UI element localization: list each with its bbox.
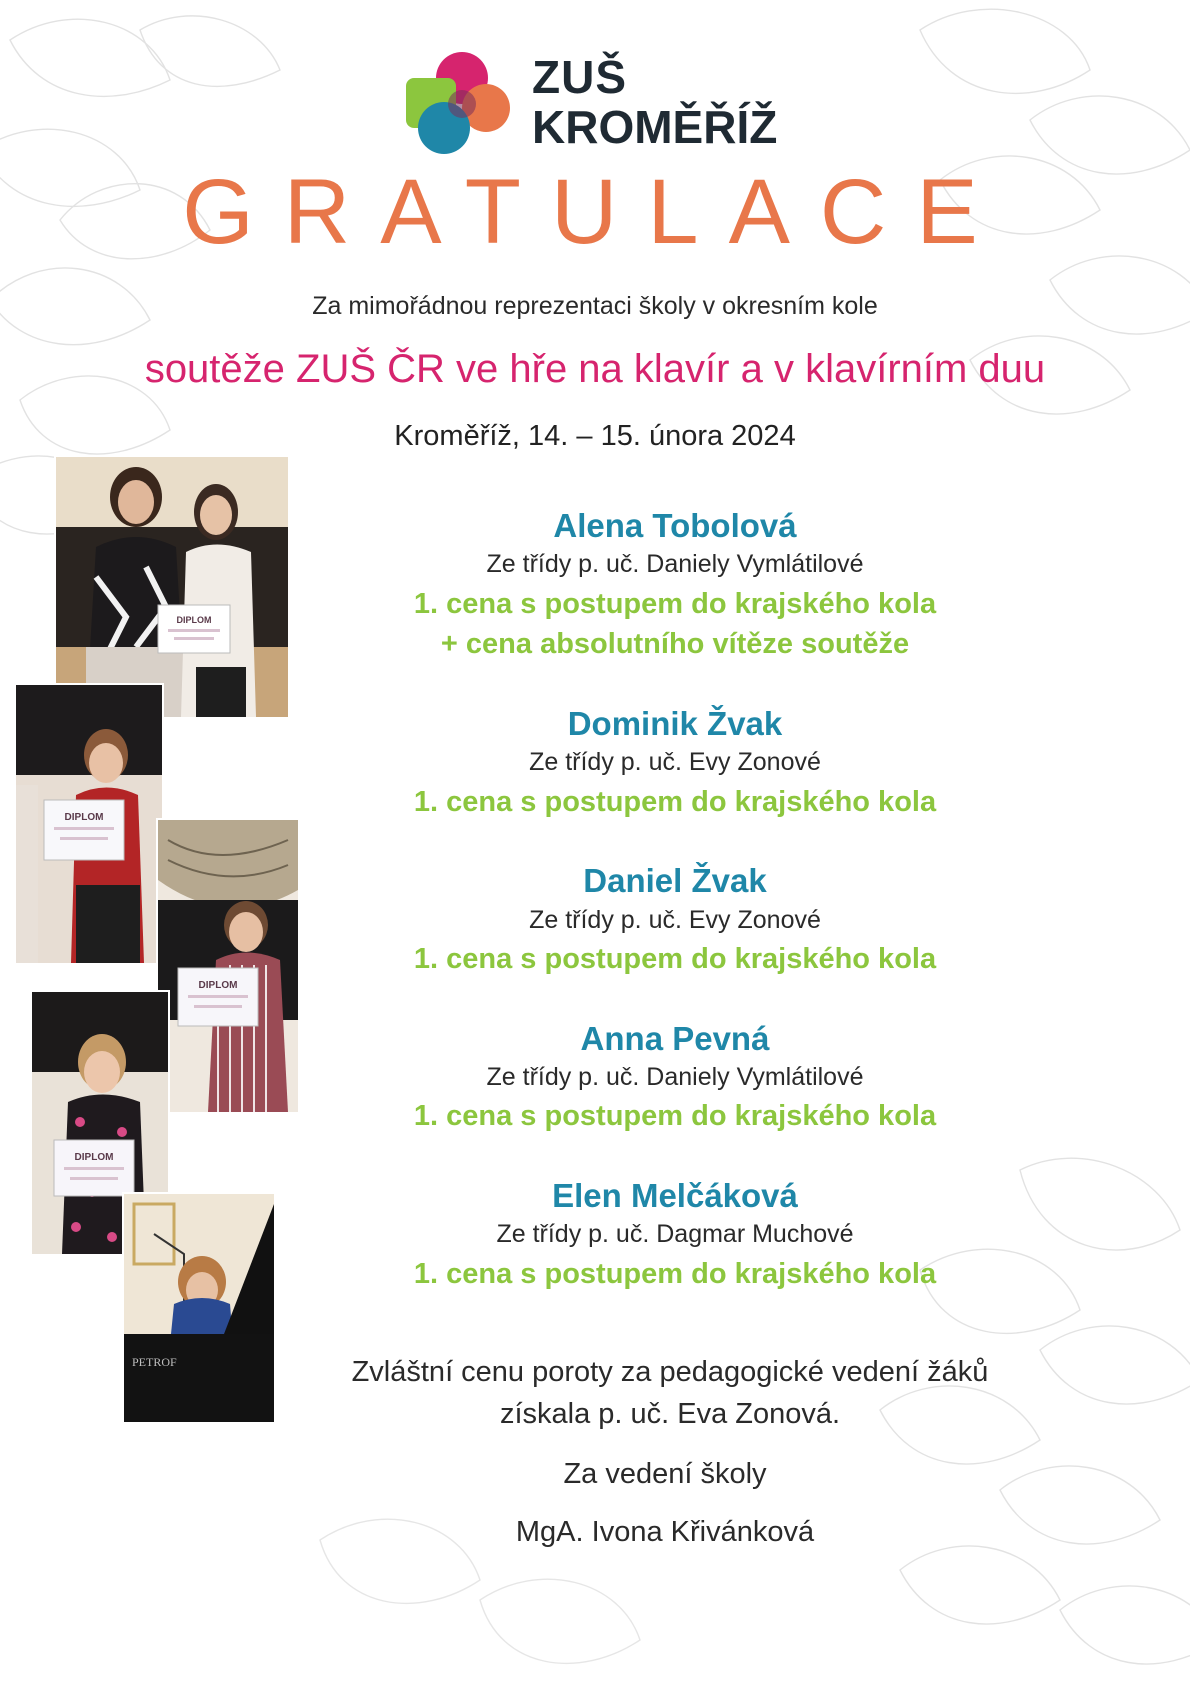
diploma-label-4: DIPLOM (74, 1152, 114, 1163)
winner-class: Ze třídy p. uč. Dagmar Muchové (496, 1220, 854, 1249)
special-jury-award (0, 1351, 1190, 1435)
piano-brand-label: PETROF (132, 1355, 177, 1369)
diploma-label-3: DIPLOM (198, 980, 238, 991)
photo-daniel-zvak (156, 818, 300, 1114)
signature-name: MgA. Ivona Křivánková (515, 1516, 815, 1548)
winner-prize: 1. cena s postupem do krajského kola (413, 587, 937, 620)
photo-dominik-zvak (14, 683, 164, 965)
winner-class: Ze třídy p. uč. Daniely Vymlátilové (486, 1062, 864, 1091)
winner-prize: 1. cena s postupem do krajského kola (413, 785, 937, 818)
winner-class: Ze třídy p. uč. Evy Zonové (529, 905, 821, 934)
intro-text: Za mimořádnou reprezentaci školy v okresním kole (312, 292, 878, 320)
logo-line-2: KROMĚŘÍŽ (532, 101, 778, 153)
special-line-2: získala p. uč. Eva Zonová. (499, 1398, 841, 1431)
winner-prize: 1. cena s postupem do krajského kola (413, 1100, 937, 1133)
diploma-label-2: DIPLOM (64, 812, 104, 823)
winner-item (340, 505, 1010, 665)
competition-title: soutěže ZUŠ ČR ve hře na klavír a v klavírním duu (144, 347, 1046, 391)
winner-name: Elen Melčáková (552, 1176, 798, 1214)
logo-line-1: ZUŠ (532, 51, 627, 103)
winners-list (340, 505, 1010, 1294)
headline: GRATULACE (182, 161, 1008, 263)
signature-role: Za vedení školy (563, 1458, 767, 1490)
logo-wordmark (532, 51, 778, 153)
winner-name: Daniel Žvak (583, 862, 767, 900)
event-date: Kroměříž, 14. – 15. února 2024 (394, 420, 796, 452)
school-logo-icon (400, 44, 520, 164)
winner-item (340, 1175, 1010, 1294)
diploma-label-1: DIPLOM (176, 615, 212, 625)
winner-name: Alena Tobolová (553, 507, 797, 544)
winner-name: Anna Pevná (580, 1019, 770, 1057)
winner-class: Ze třídy p. uč. Evy Zonové (529, 748, 821, 777)
winner-extra-prize: + cena absolutního vítěze soutěže (440, 628, 910, 661)
winner-item (340, 1018, 1010, 1137)
petal-decoration-bottom-left (280, 1480, 680, 1683)
winner-item (340, 860, 1010, 979)
winner-name: Dominik Žvak (567, 704, 783, 742)
winner-item (340, 703, 1010, 822)
winner-prize: 1. cena s postupem do krajského kola (413, 943, 937, 976)
winner-class: Ze třídy p. uč. Daniely Vymlátilové (486, 550, 864, 579)
special-line-1: Zvláštní cenu poroty za pedagogické vedení žáků (351, 1356, 989, 1388)
photo-alena-tobolova (54, 455, 290, 719)
winner-prize: 1. cena s postupem do krajského kola (413, 1257, 937, 1290)
